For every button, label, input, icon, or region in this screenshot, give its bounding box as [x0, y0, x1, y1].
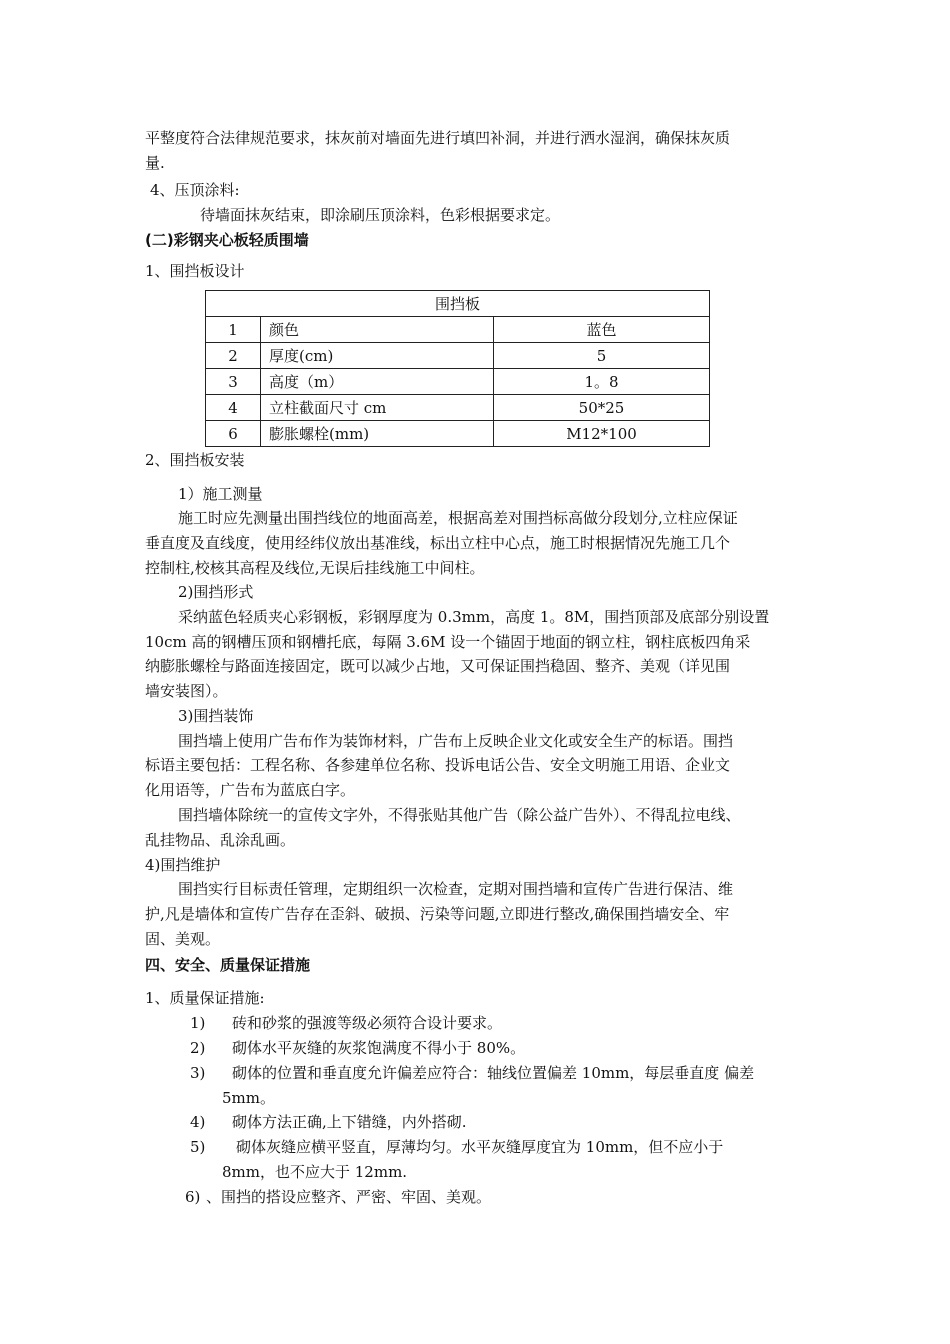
- row-item: 膨胀螺栓(mm): [261, 421, 494, 447]
- item-number: 4): [190, 1113, 206, 1131]
- p4-line: 围挡实行目标责任管理，定期组织一次检查，定期对围挡墙和宣传广告进行保洁、维: [178, 880, 734, 898]
- p4-title: 4)围挡维护: [145, 856, 221, 874]
- item-text: 、围挡的搭设应整齐、严密、牢固、美观。: [206, 1188, 492, 1206]
- item-number: 5): [190, 1138, 206, 1156]
- table-row: [206, 421, 710, 447]
- section2-heading: (二)彩钢夹心板轻质围墙: [145, 231, 309, 249]
- p4-line: 护,凡是墙体和宣传广告存在歪斜、破损、污染等问题,立即进行整改,确保围挡墙安全、牢: [145, 905, 730, 923]
- row-number: 3: [206, 369, 261, 395]
- row-item: 高度（m）: [261, 369, 494, 395]
- row-number: 6: [206, 421, 261, 447]
- item-text: 砖和砂浆的强渡等级必须符合设计要求。: [232, 1014, 503, 1032]
- section4-sub1: 1、质量保证措施:: [145, 989, 265, 1007]
- table-row: [206, 369, 710, 395]
- table-row: [206, 317, 710, 343]
- item-text: 砌体方法正确,上下错缝，内外搭砌.: [232, 1113, 467, 1131]
- item-continuation: 5mm。: [222, 1089, 275, 1107]
- p3b-line: 乱挂物品、乱涂乱画。: [145, 831, 296, 849]
- item-number: 2): [190, 1039, 206, 1057]
- section2-sub1: 1、围挡板设计: [145, 262, 245, 280]
- p1-line: 垂直度及直线度，使用经纬仪放出基准线，标出立柱中心点，施工时根据情况先施工几个: [145, 534, 731, 552]
- p2-title: 2)围挡形式: [178, 583, 254, 601]
- p4-line: 固、美观。: [145, 930, 221, 948]
- row-item: 厚度(cm): [261, 343, 494, 369]
- table-row: [206, 343, 710, 369]
- row-value: 蓝色: [494, 317, 710, 343]
- p1-line: 控制柱,校核其高程及线位,无误后挂线施工中间柱。: [145, 559, 485, 577]
- table-row: [206, 395, 710, 421]
- item-continuation: 8mm，也不应大于 12mm.: [222, 1163, 408, 1181]
- row-value: 1。8: [494, 369, 710, 395]
- item4-text: 待墙面抹灰结束，即涂刷压顶涂料，色彩根据要求定。: [200, 206, 561, 224]
- intro-line-1: 平整度符合法律规范要求，抹灰前对墙面先进行填凹补洞，并进行洒水湿润，确保抹灰质: [145, 129, 731, 147]
- row-item: 颜色: [261, 317, 494, 343]
- p1-title: 1）施工测量: [178, 485, 263, 503]
- p3-title: 3)围挡装饰: [178, 707, 254, 725]
- item-text: 砌体灰缝应横平竖直，厚薄均匀。水平灰缝厚度宜为 10mm，但不应小于: [236, 1138, 724, 1156]
- item4-title: 4、压顶涂料:: [150, 181, 240, 199]
- item-text: 砌体的位置和垂直度允许偏差应符合：轴线位置偏差 10mm，每层垂直度 偏差: [232, 1064, 755, 1082]
- p2-line: 10cm 高的钢槽压顶和钢槽托底，每隔 3.6M 设一个锚固于地面的钢立柱，钢柱底板四角采: [145, 633, 751, 651]
- item-number: 1): [190, 1014, 206, 1032]
- row-value: 50*25: [494, 395, 710, 421]
- p3-line: 标语主要包括：工程名称、各参建单位名称、投诉电话公告、安全文明施工用语、企业文: [145, 756, 731, 774]
- row-item: 立柱截面尺寸 cm: [261, 395, 494, 421]
- row-number: 2: [206, 343, 261, 369]
- item-number: 3): [190, 1064, 206, 1082]
- p3-line: 围挡墙上使用广告布作为装饰材料，广告布上反映企业文化或安全生产的标语。围挡: [178, 732, 734, 750]
- p2-line: 墙安装图）。: [145, 682, 228, 700]
- row-number: 4: [206, 395, 261, 421]
- p1-line: 施工时应先测量出围挡线位的地面高差，根据高差对围挡标高做分段划分,立柱应保证: [178, 509, 738, 527]
- table-title: 围挡板: [206, 291, 710, 317]
- item-number: 6): [185, 1188, 201, 1206]
- p3b-line: 围挡墙体除统一的宣传文字外，不得张贴其他广告（除公益广告外）、不得乱拉电线、: [178, 806, 741, 824]
- row-value: M12*100: [494, 421, 710, 447]
- section2-sub2: 2、围挡板安装: [145, 451, 245, 469]
- section4-heading: 四、安全、质量保证措施: [145, 956, 311, 974]
- panel-spec-table: [205, 290, 710, 447]
- p3-line: 化用语等，广告布为蓝底白字。: [145, 781, 356, 799]
- row-value: 5: [494, 343, 710, 369]
- row-number: 1: [206, 317, 261, 343]
- item-text: 砌体水平灰缝的灰浆饱满度不得小于 80%。: [232, 1039, 526, 1057]
- p2-line: 采纳蓝色轻质夹心彩钢板，彩钢厚度为 0.3mm，高度 1。8M，围挡顶部及底部分别设置: [178, 608, 770, 626]
- p2-line: 纳膨胀螺栓与路面连接固定，既可以减少占地，又可保证围挡稳固、整齐、美观（详见围: [145, 657, 731, 675]
- intro-line-2: 量.: [145, 154, 165, 172]
- table-title-row: [206, 291, 710, 317]
